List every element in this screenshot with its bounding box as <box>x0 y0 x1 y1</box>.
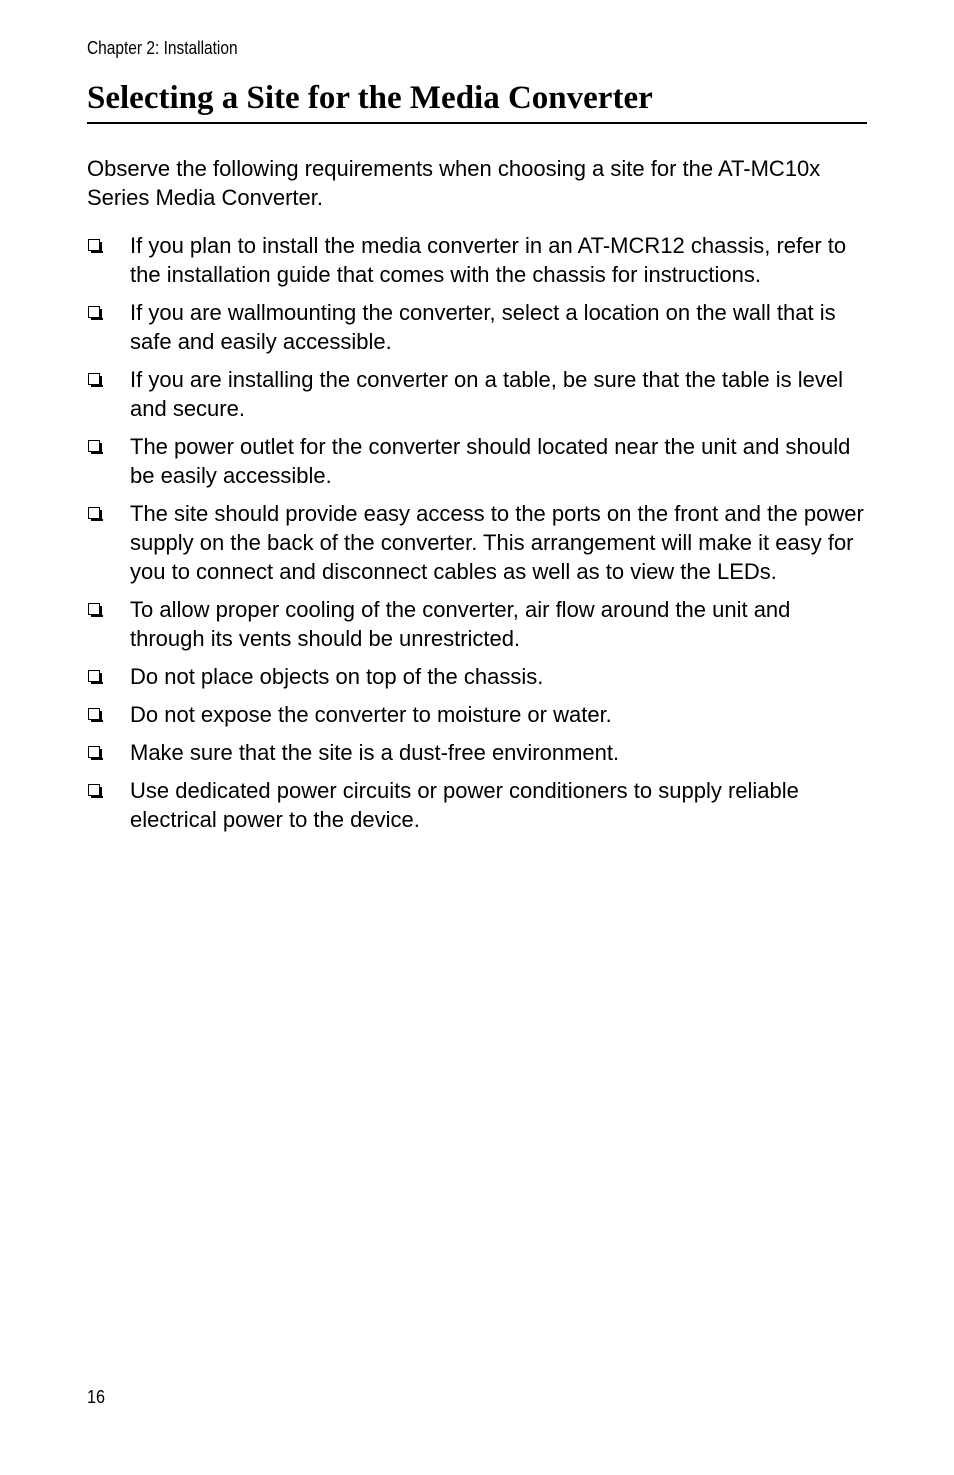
checkbox-icon <box>88 239 100 251</box>
page-number: 16 <box>87 1387 106 1407</box>
checkbox-icon <box>88 670 100 682</box>
list-item <box>87 738 867 767</box>
intro-paragraph: Observe the following requirements when choosing a site for the AT-MC10x Series Media Converter. <box>87 156 821 210</box>
list-item <box>87 298 867 356</box>
list-item <box>87 662 867 691</box>
section-title: Selecting a Site for the Media Converter <box>87 78 867 124</box>
checkbox-icon <box>88 373 100 385</box>
list-item-text: Do not place objects on top of the chassis. <box>130 664 544 689</box>
list-item <box>87 365 867 423</box>
running-header: Chapter 2: Installation <box>87 38 238 58</box>
checkbox-icon <box>88 746 100 758</box>
list-item <box>87 776 867 834</box>
list-item <box>87 595 867 653</box>
list-item <box>87 499 867 586</box>
list-item <box>87 231 867 289</box>
checkbox-icon <box>88 708 100 720</box>
list-item-text: Use dedicated power circuits or power conditioners to supply reliable electrical power to the device. <box>130 778 799 832</box>
checkbox-icon <box>88 440 100 452</box>
list-item-text: If you are installing the converter on a table, be sure that the table is level and secure. <box>130 367 843 421</box>
list-item-text: Make sure that the site is a dust-free environment. <box>130 740 620 765</box>
list-item-text: The site should provide easy access to the ports on the front and the power supply on the back of the converter. This arrangement will make it easy for you to connect and disconnect cables as well as to view the LEDs. <box>130 501 864 584</box>
checkbox-icon <box>88 603 100 615</box>
checkbox-icon <box>88 507 100 519</box>
checkbox-icon <box>88 306 100 318</box>
requirements-list <box>87 231 867 843</box>
list-item-text: Do not expose the converter to moisture or water. <box>130 702 612 727</box>
list-item-text: If you are wallmounting the converter, select a location on the wall that is safe and easily accessible. <box>130 300 836 354</box>
list-item-text: The power outlet for the converter should located near the unit and should be easily accessible. <box>130 434 851 488</box>
list-item-text: To allow proper cooling of the converter, air flow around the unit and through its vents should be unrestricted. <box>130 597 791 651</box>
list-item-text: If you plan to install the media converter in an AT-MCR12 chassis, refer to the installation guide that comes with the chassis for instructions. <box>130 233 847 287</box>
list-item <box>87 700 867 729</box>
list-item <box>87 432 867 490</box>
checkbox-icon <box>88 784 100 796</box>
